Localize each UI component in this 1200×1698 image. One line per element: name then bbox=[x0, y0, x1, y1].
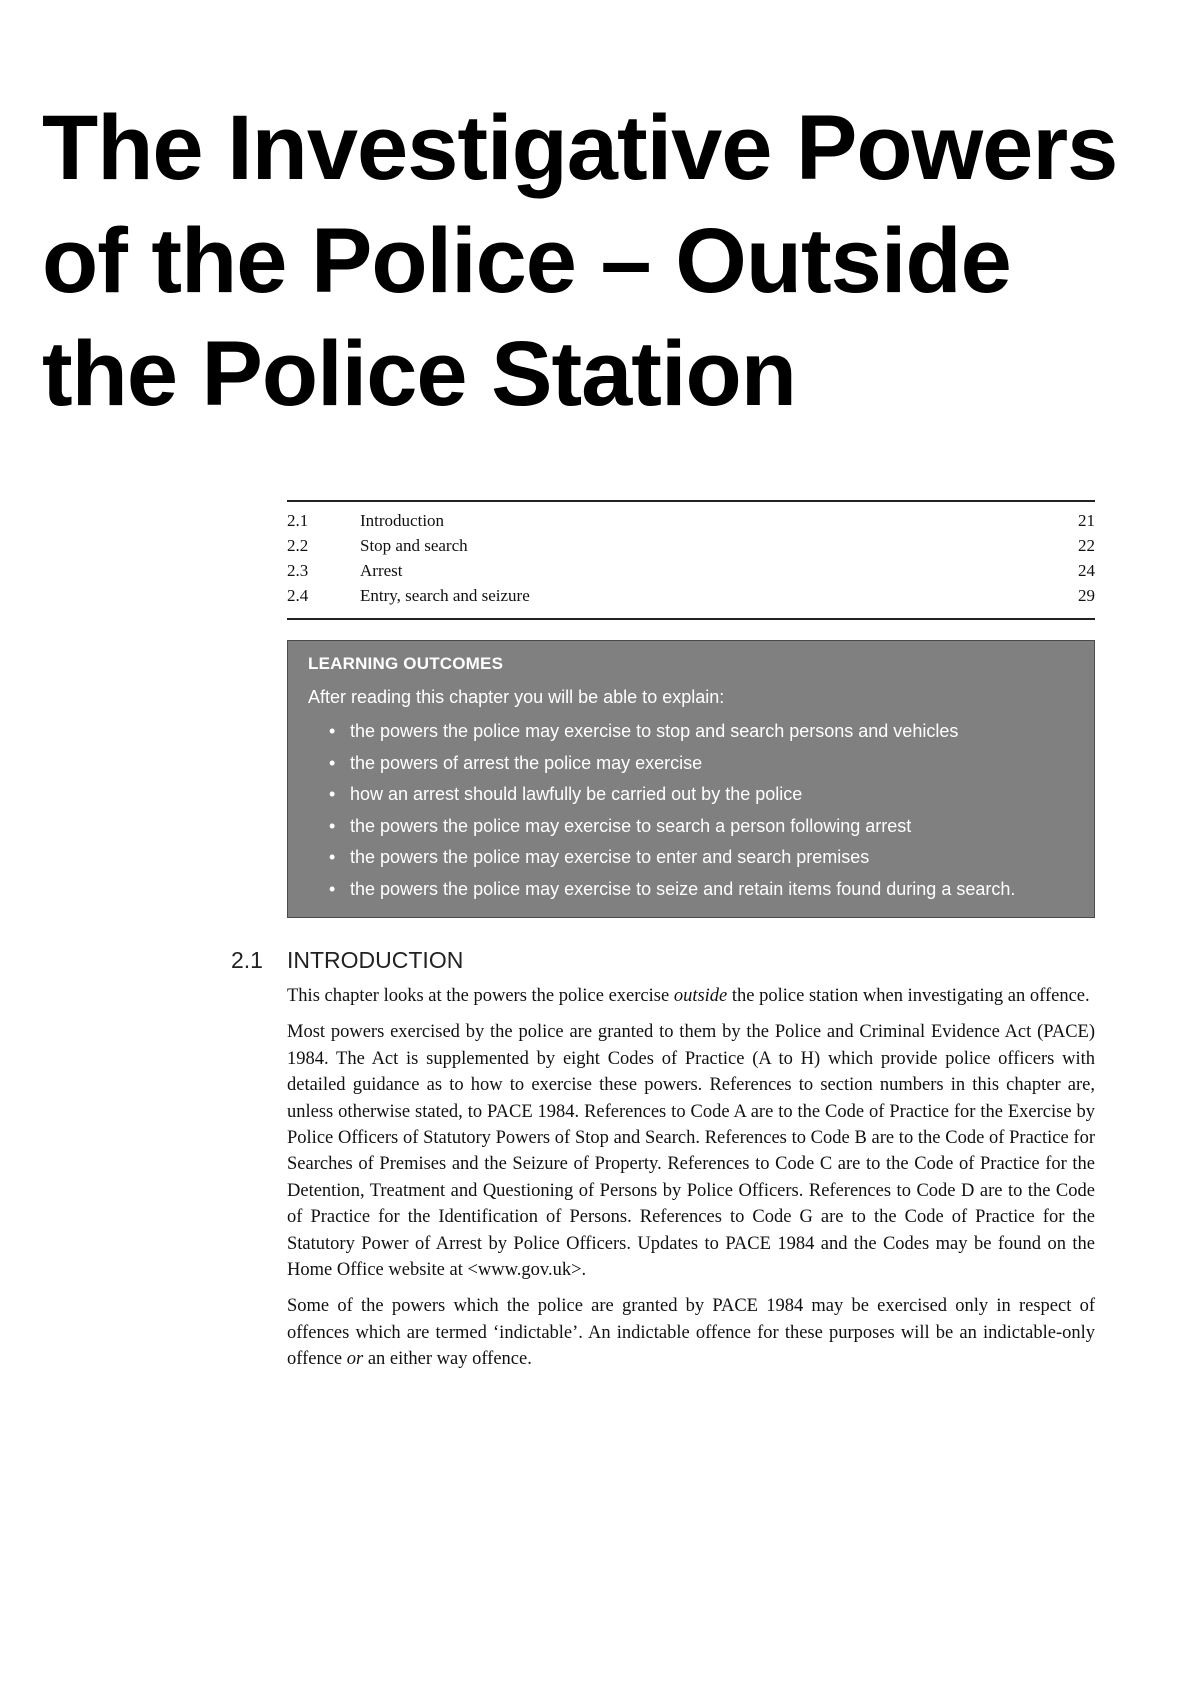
learning-outcomes-intro: After reading this chapter you will be able to explain: bbox=[308, 687, 725, 707]
toc-entry-number: 2.1 bbox=[287, 511, 309, 530]
table-of-contents bbox=[287, 500, 1095, 620]
bullet-icon: • bbox=[329, 878, 336, 899]
paragraph-text: an either way offence. bbox=[363, 1349, 532, 1370]
paragraph-text: Some of the powers which the police are granted by PACE 1984 may be exercised only in respect of offences which are termed ‘indictable’. An indictable offence for these purposes will be an indictable-only offence bbox=[287, 1296, 1095, 1370]
list-item bbox=[329, 748, 1074, 780]
toc-entry-label: Entry, search and seizure bbox=[360, 586, 530, 605]
toc-entry[interactable] bbox=[287, 558, 1095, 583]
learning-outcomes-heading: LEARNING OUTCOMES bbox=[308, 654, 504, 673]
toc-entry-page: 21 bbox=[1078, 511, 1095, 530]
list-item-text: the powers the police may exercise to search a person following arrest bbox=[350, 815, 912, 836]
bullet-icon: • bbox=[329, 752, 336, 773]
chapter-title bbox=[42, 92, 1192, 431]
toc-entry-label: Stop and search bbox=[360, 536, 468, 555]
body-text bbox=[287, 983, 1095, 1383]
toc-entry-page: 29 bbox=[1078, 586, 1095, 605]
section-number: 2.1 bbox=[231, 947, 263, 973]
emphasis-text: or bbox=[346, 1349, 364, 1370]
list-item-text: how an arrest should lawfully be carried out by the police bbox=[350, 784, 803, 804]
list-item bbox=[329, 811, 1074, 843]
toc-entry[interactable] bbox=[287, 508, 1095, 533]
list-item bbox=[329, 842, 1074, 874]
toc-entry-number: 2.3 bbox=[287, 561, 309, 580]
paragraph bbox=[287, 983, 1095, 1009]
paragraph bbox=[287, 1293, 1095, 1372]
learning-outcomes-list bbox=[308, 716, 1074, 905]
toc-entry-number: 2.4 bbox=[287, 586, 309, 605]
toc-entry[interactable] bbox=[287, 583, 1095, 608]
list-item-text: the powers the police may exercise to enter and search premises bbox=[350, 847, 870, 867]
chapter-title-line: the Police Station bbox=[42, 323, 796, 425]
learning-outcomes-box bbox=[287, 640, 1095, 918]
toc-entry-number: 2.2 bbox=[287, 536, 309, 555]
paragraph-text: the police station when investigating an offence. bbox=[727, 986, 1090, 1006]
list-item-text: the powers the police may exercise to stop and search persons and vehicles bbox=[350, 721, 959, 741]
list-item-text: the powers of arrest the police may exercise bbox=[350, 752, 703, 773]
paragraph-text: This chapter looks at the powers the police exercise bbox=[287, 986, 674, 1006]
toc-entry-page: 22 bbox=[1078, 536, 1095, 555]
toc-entry[interactable] bbox=[287, 533, 1095, 558]
list-item bbox=[329, 716, 1074, 748]
toc-entry-page: 24 bbox=[1078, 561, 1095, 580]
emphasis-text: outside bbox=[673, 986, 728, 1006]
bullet-icon: • bbox=[329, 847, 336, 867]
bullet-icon: • bbox=[329, 721, 336, 741]
section-title: INTRODUCTION bbox=[287, 947, 464, 973]
list-item bbox=[329, 779, 1074, 811]
chapter-title-line: of the Police – Outside bbox=[42, 210, 1011, 312]
toc-entry-label: Arrest bbox=[360, 561, 403, 580]
bullet-icon: • bbox=[329, 784, 336, 804]
chapter-title-line: The Investigative Powers bbox=[42, 97, 1118, 199]
bullet-icon: • bbox=[329, 815, 336, 836]
list-item bbox=[329, 874, 1074, 906]
list-item-text: the powers the police may exercise to seize and retain items found during a search. bbox=[350, 878, 1016, 899]
toc-entry-label: Introduction bbox=[360, 511, 445, 530]
section-heading bbox=[231, 945, 1101, 975]
paragraph: Most powers exercised by the police are granted to them by the Police and Criminal Evidence Act (PACE) 1984. The Act is supplemented by eight Codes of Practice (A to H) which provide police officers with detailed guidance as to how to exercise these powers. References to section numbers in this chapter are, unless otherwise stated, to PACE 1984. References to Code A are to the Code of Practice for the Exercise by Police Officers of Statutory Powers of Stop and Search. References to Code B are to the Code of Practice for Searches of Premises and the Seizure of Property. References to Code C are to the Code of Practice for the Detention, Treatment and Questioning of Persons by Police Officers. References to Code D are to the Code of Practice for the Identification of Persons. References to Code G are to the Code of Practice for the Statutory Power of Arrest by Police Officers. Updates to PACE 1984 and the Codes may be found on the Home Office website at <www.gov.uk>. bbox=[287, 1022, 1095, 1281]
